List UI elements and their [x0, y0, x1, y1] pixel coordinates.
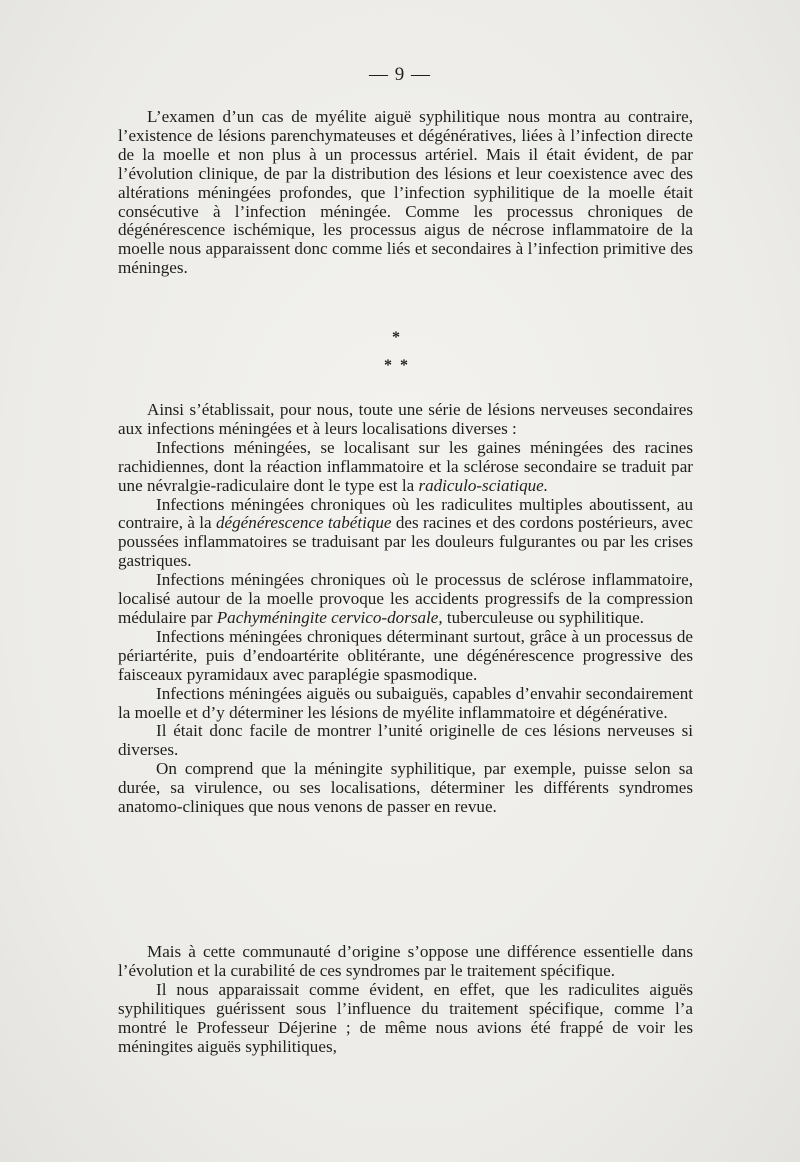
- paragraph-unite: Il était donc facile de montrer l’unité originelle de ces lésions nerveuses si diverses.: [118, 721, 693, 760]
- text-run: Infections méningées, se localisant sur les gaines méningées des racines rachidiennes, dont la réaction inflammatoire et la sclérose secondaire se traduit par une névralgie-radiculaire dont le type est la: [118, 437, 693, 495]
- text-run: Infections méningées chroniques où les radiculites multiples aboutissent, au contraire, à la: [118, 494, 693, 533]
- text-run: Infections méningées chroniques où le processus de sclérose inflammatoire, localisé autour de la moelle provoque les accidents progressifs de la compression médulaire par: [118, 570, 693, 627]
- paragraph-communaute: Mais à cette communauté d’origine s’oppose une différence essentielle dans l’évolution et la curabilité de ces syndromes par le traitement spécifique.: [118, 942, 693, 980]
- page-number: — 9 —: [369, 64, 431, 85]
- paragraph-intro: Ainsi s’établissait, pour nous, toute une série de lésions nerveuses secondaires aux infections méningées et à leurs localisations diverses :: [118, 400, 693, 438]
- paragraph-infection-compression: [118, 571, 693, 628]
- italic-term: Pachyméningite cervico-dorsale,: [216, 607, 443, 627]
- paragraph-infection-radiculaire: [118, 439, 693, 496]
- section-curabilite: [118, 943, 693, 1056]
- section-myelite: [118, 108, 693, 278]
- paragraph-myelite: L’examen d’un cas de myélite aiguë syphilitique nous montra au contraire, l’existence de lésions parenchymateuses et dégénératives, liées à l’infection directe de la moelle et non plus à un processus artériel. Mais il était évident, de par l’évolution clinique, de par la distribution des lésions et leur coexistence avec des altérations méningées profondes, que l’infection syphilitique de la moelle était consécutive à l’infection méningée. Comme les processus chroniques de dégénérescence ischémique, les processus aigus de nécrose inflammatoire de la moelle nous apparaissent donc comme liés et secondaires à l’infection primitive des méninges.: [118, 107, 693, 278]
- text-run: tuberculeuse ou syphilitique.: [442, 607, 644, 627]
- asterism-top: *: [392, 329, 400, 346]
- paragraph-infection-aigue: Infections méningées aiguës ou subaiguës, capables d’envahir secondairement la moelle et d’y déterminer les lésions de myélite inflammatoire et dégénérative.: [118, 683, 693, 722]
- italic-term: dégénérescence tabétique: [216, 513, 392, 533]
- paragraph-radiculites: Il nous apparaissait comme évident, en effet, que les radiculites aiguës syphilitiques guérissent sous l’influence du traitement spécifique, comme l’a montré le Professeur Déjerine ; de même nous avions été frappé de voir les méningites aiguës syphilitiques,: [118, 979, 693, 1056]
- paragraph-infection-tabetique: [118, 496, 693, 572]
- paragraph-infection-periarterite: Infections méningées chroniques déterminant surtout, grâce à un processus de périartérite, puis d’endoartérite oblitérante, une dégénérescence progressive des faisceaux pyramidaux avec paraplégie spasmodique.: [118, 626, 693, 684]
- asterism-bottom: * *: [384, 357, 408, 374]
- paragraph-comprend: On comprend que la méningite syphilitique, par exemple, puisse selon sa durée, sa virulence, ou ses localisations, déterminer les différents syndromes anatomo-cliniques que nous venons de passer en revue.: [118, 759, 693, 817]
- italic-term: radiculo-sciatique.: [418, 475, 549, 495]
- section-lesions: [118, 401, 693, 817]
- text-run: des racines et des cordons postérieurs, avec poussées inflammatoires se traduisant par les douleurs fulgurantes ou par les crises gastriques.: [118, 513, 693, 571]
